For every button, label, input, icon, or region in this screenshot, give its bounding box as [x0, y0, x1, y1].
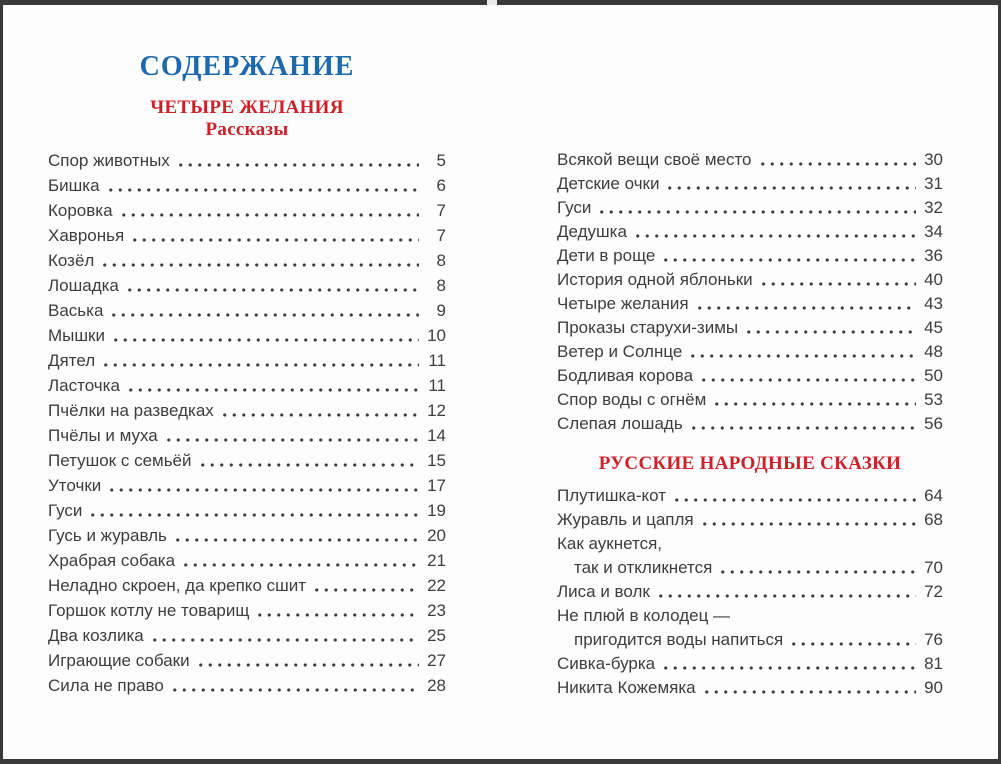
toc-entry-page: 14: [427, 426, 446, 445]
toc-entry-page: 27: [427, 651, 446, 670]
dot-leader: [171, 523, 419, 548]
toc-entry-page: 34: [924, 222, 943, 241]
toc-entry: [557, 412, 943, 436]
toc-entry-title: Лошадка: [48, 276, 119, 295]
toc-entry-page: 21: [427, 551, 446, 570]
toc-entry-title: Гусь и журавль: [48, 526, 167, 545]
toc-entry-page: 12: [427, 401, 446, 420]
dot-leader: [687, 412, 916, 436]
dot-leader: [716, 556, 916, 580]
toc-entry: [48, 623, 446, 648]
toc-entry: [557, 244, 943, 268]
toc-entry: [557, 172, 943, 196]
toc-entry: [48, 223, 446, 248]
dot-leader: [104, 173, 419, 198]
toc-entry-page: 53: [924, 390, 943, 409]
toc-entry: [557, 556, 943, 580]
toc-entry-title: Дятел: [48, 351, 96, 370]
toc-entry-page: 7: [436, 226, 446, 245]
toc-entry-title: Горшок котлу не товарищ: [48, 601, 250, 620]
toc-entry-page: 36: [924, 246, 943, 265]
toc-entry-page: 17: [427, 476, 446, 495]
toc-entry: [557, 580, 943, 604]
page-spine-gap: [487, 0, 497, 5]
dot-leader: [631, 220, 916, 244]
toc-entry-title: Храбрая собака: [48, 551, 176, 570]
toc-entry-title: История одной яблоньки: [557, 270, 753, 289]
dot-leader: [253, 598, 419, 623]
toc-entry-title: Гуси: [557, 198, 592, 217]
toc-entry: [557, 364, 943, 388]
toc-entry-title: Журавль и цапля: [557, 510, 694, 529]
dot-leader: [109, 323, 419, 348]
toc-entry-page: 72: [924, 582, 943, 601]
toc-entry-title: Никита Кожемяка: [557, 678, 696, 697]
dot-leader: [700, 676, 916, 700]
toc-entry: [48, 448, 446, 473]
dot-leader: [659, 244, 916, 268]
toc-entry-title: Петушок с семьёй: [48, 451, 192, 470]
toc-entry-page: 22: [427, 576, 446, 595]
toc-entry-page: 7: [436, 201, 446, 220]
toc-entry-page: 81: [924, 654, 943, 673]
toc-entry: [557, 484, 943, 508]
toc-entry-title: Коровка: [48, 201, 113, 220]
toc-entry-page: 68: [924, 510, 943, 529]
dot-leader: [654, 580, 916, 604]
toc-entry: [557, 196, 943, 220]
dot-leader: [757, 268, 916, 292]
toc-entry-page: 30: [924, 150, 943, 169]
toc-entry-page: 70: [924, 558, 943, 577]
toc-entry-page: 25: [427, 626, 446, 645]
dot-leader: [99, 348, 419, 373]
toc-entry-page: 28: [427, 676, 446, 695]
toc-left-column: [48, 50, 446, 698]
dot-leader: [123, 273, 419, 298]
dot-leader: [194, 648, 419, 673]
toc-entry-page: 32: [924, 198, 943, 217]
toc-entry-page: 76: [924, 630, 943, 649]
dot-leader: [218, 398, 419, 423]
toc-entry-title: Слепая лошадь: [557, 414, 683, 433]
toc-entry-page: 43: [924, 294, 943, 313]
dot-leader: [148, 623, 419, 648]
toc-entry-title: Дедушка: [557, 222, 627, 241]
toc-entry-title: Спор воды с огнём: [557, 390, 707, 409]
toc-entry-title: Четыре желания: [557, 294, 689, 313]
dot-leader: [107, 298, 419, 323]
dot-leader: [179, 548, 419, 573]
toc-entry: [48, 323, 446, 348]
toc-entry: [48, 273, 446, 298]
toc-entry: [48, 573, 446, 598]
toc-entry-title: Бодливая корова: [557, 366, 694, 385]
toc-entry-title: Всякой вещи своё место: [557, 150, 752, 169]
toc-entry: [48, 473, 446, 498]
dot-leader: [710, 388, 916, 412]
toc-entry-page: 56: [924, 414, 943, 433]
toc-entry-page: 48: [924, 342, 943, 361]
toc-entry: [557, 508, 943, 532]
toc-title: СОДЕРЖАНИЕ: [139, 51, 355, 82]
toc-entry: [48, 673, 446, 698]
toc-entry-page: 11: [428, 376, 446, 395]
toc-entry: [557, 628, 943, 652]
dot-leader: [128, 223, 419, 248]
toc-entry: [48, 298, 446, 323]
toc-entry: [557, 340, 943, 364]
dot-leader: [698, 508, 916, 532]
toc-entry: [557, 268, 943, 292]
toc-entry-page: 90: [924, 678, 943, 697]
toc-entry-title: Васька: [48, 301, 104, 320]
toc-entry: [557, 292, 943, 316]
toc-entry-title: Как аукнется,: [557, 534, 663, 553]
dot-leader: [98, 248, 419, 273]
toc-entry-page: 50: [924, 366, 943, 385]
toc-entry-title: Детские очки: [557, 174, 660, 193]
toc-entry: [48, 248, 446, 273]
section-heading: ЧЕТЫРЕ ЖЕЛАНИЯ: [150, 97, 344, 118]
toc-entry-page: 19: [427, 501, 446, 520]
toc-entry: [557, 652, 943, 676]
toc-entry-title: Два козлика: [48, 626, 144, 645]
toc-entry-page: 6: [436, 176, 446, 195]
toc-entry-title: Играющие собаки: [48, 651, 190, 670]
dot-leader: [670, 484, 916, 508]
section-heading: Рассказы: [205, 119, 289, 140]
dot-leader: [124, 373, 419, 398]
toc-entry-title: Бишка: [48, 176, 100, 195]
toc-entry-page: 64: [924, 486, 943, 505]
toc-entry: [48, 423, 446, 448]
toc-entry-page: 20: [427, 526, 446, 545]
toc-entry-page: 8: [436, 276, 446, 295]
toc-entry: [557, 220, 943, 244]
toc-entry-title: Плутишка-кот: [557, 486, 666, 505]
toc-entry-title: Не плюй в колодец —: [557, 606, 731, 625]
toc-entry-title: Козёл: [48, 251, 95, 270]
dot-leader: [742, 316, 916, 340]
toc-entry-title: Неладно скроен, да крепко сшит: [48, 576, 307, 595]
toc-entry-title: пригодится воды напиться: [574, 630, 784, 649]
toc-entry-title: Пчёлы и муха: [48, 426, 158, 445]
toc-entry-title: Ветер и Солнце: [557, 342, 683, 361]
toc-entry: [48, 173, 446, 198]
toc-entry: [48, 598, 446, 623]
toc-entry-page: 11: [428, 351, 446, 370]
toc-entry-title: Хавронья: [48, 226, 125, 245]
section-heading-block: [48, 97, 446, 141]
dot-leader: [86, 498, 419, 523]
toc-entries: [48, 148, 446, 698]
toc-entry-page: 40: [924, 270, 943, 289]
toc-entry: [557, 388, 943, 412]
toc-entries: [557, 148, 943, 436]
dot-leader: [174, 148, 419, 173]
toc-entry-title: Уточки: [48, 476, 102, 495]
toc-entry-page: 9: [436, 301, 446, 320]
dot-leader: [162, 423, 419, 448]
toc-entry: [48, 523, 446, 548]
toc-entry: [48, 548, 446, 573]
toc-entry: [48, 398, 446, 423]
toc-entry-title: Гуси: [48, 501, 83, 520]
toc-entry-page: 45: [924, 318, 943, 337]
toc-entry-line1: [557, 604, 943, 628]
toc-entry: [48, 373, 446, 398]
toc-entry-page: 8: [436, 251, 446, 270]
toc-entry-title: Пчёлки на разведках: [48, 401, 214, 420]
toc-entry-title: Сивка-бурка: [557, 654, 656, 673]
toc-entry-title: Дети в роще: [557, 246, 656, 265]
toc-entry-title: Мышки: [48, 326, 105, 345]
dot-leader: [787, 628, 916, 652]
toc-entry: [557, 148, 943, 172]
toc-entry-title: Лиса и волк: [557, 582, 650, 601]
dot-leader: [117, 198, 419, 223]
dot-leader: [659, 652, 916, 676]
toc-entry-page: 31: [924, 174, 943, 193]
dot-leader: [595, 196, 916, 220]
toc-entry: [557, 316, 943, 340]
toc-entry-page: 15: [427, 451, 446, 470]
dot-leader: [105, 473, 419, 498]
toc-entry: [48, 648, 446, 673]
toc-entry-title: так и откликнется: [574, 558, 713, 577]
toc-entry: [48, 198, 446, 223]
toc-entry: [557, 676, 943, 700]
toc-right-column: [557, 148, 943, 700]
toc-entry: [48, 498, 446, 523]
dot-leader: [697, 364, 916, 388]
dot-leader: [310, 573, 419, 598]
dot-leader: [693, 292, 916, 316]
toc-entry-page: 23: [427, 601, 446, 620]
toc-entry-title: Ласточка: [48, 376, 120, 395]
section-heading: РУССКИЕ НАРОДНЫЕ СКАЗКИ: [598, 453, 902, 474]
dot-leader: [686, 340, 916, 364]
dot-leader: [196, 448, 419, 473]
toc-entry: [48, 348, 446, 373]
toc-entry-line1: [557, 532, 943, 556]
toc-entry-page: 5: [436, 151, 446, 170]
dot-leader: [168, 673, 419, 698]
toc-entry-title: Сила не право: [48, 676, 164, 695]
section-heading-block: [557, 453, 943, 475]
toc-entry-title: Проказы старухи-зимы: [557, 318, 739, 337]
toc-entry-title: Спор животных: [48, 151, 170, 170]
dot-leader: [663, 172, 916, 196]
dot-leader: [756, 148, 916, 172]
toc-entry: [48, 148, 446, 173]
toc-entry-page: 10: [427, 326, 446, 345]
toc-entries: [557, 484, 943, 700]
